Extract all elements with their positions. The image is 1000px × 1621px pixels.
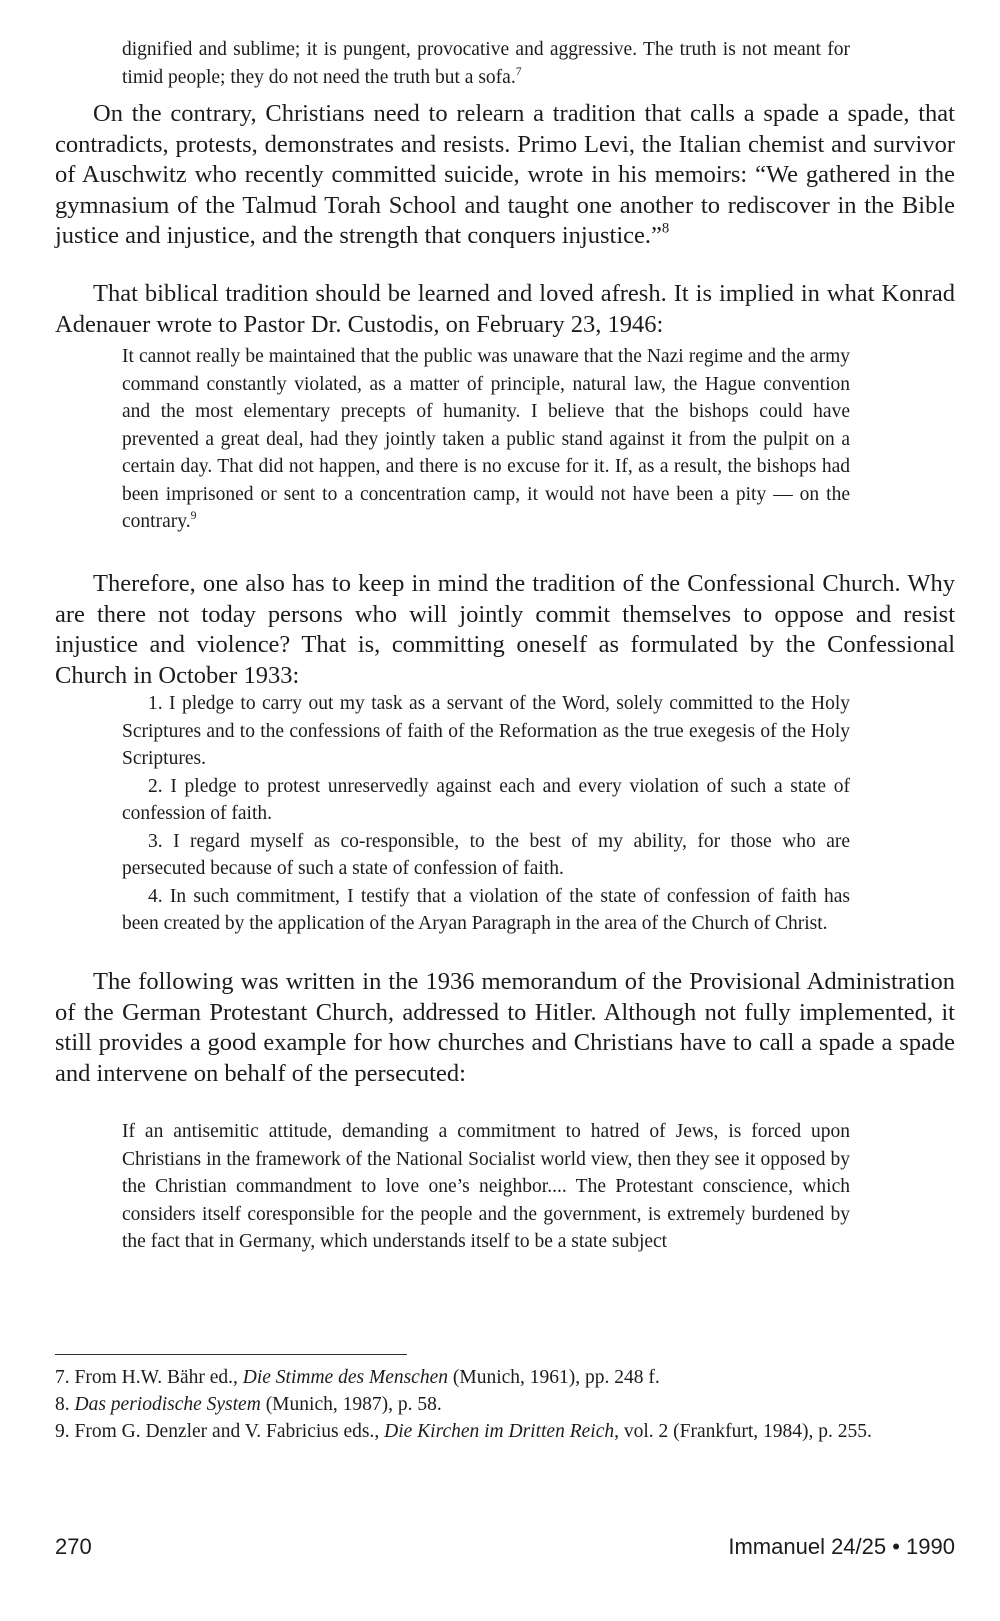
- footnotes: [55, 1364, 955, 1445]
- footnote-ref-8: 8: [661, 220, 670, 237]
- block-quote-memorandum-text: If an antisemitic attitude, demanding a commitment to hatred of Jews, is forced upon Christians in the framework of the National Socialist world view, then they see it opposed by the Christian commandment to love one’s neighbor.... The Protestant conscience, which considers itself coresponsible for the people and the government, is extremely burdened by the fact that in Germany, which understands itself to be a state subject: [122, 1121, 850, 1252]
- paragraph-primo-levi: [55, 99, 955, 252]
- paragraph-memorandum-intro: [55, 967, 955, 1089]
- block-quote-memorandum: [122, 1118, 850, 1256]
- pledge-list: [122, 690, 850, 938]
- paragraph-confessional-church-text: Therefore, one also has to keep in mind the tradition of the Confessional Church. Why are there not today persons who will jointly commit themselves to oppose and resist injustice and violence? That is, committing oneself as formulated by the Confessional Church in October 1933:: [55, 570, 955, 689]
- journal-reference: Immanuel 24/25 • 1990: [728, 1534, 955, 1559]
- pledge-item: 2. I pledge to protest unreservedly against each and every violation of such a state of confession of faith.: [122, 775, 850, 824]
- paragraph-confessional-church: [55, 569, 955, 691]
- footnote-ref-7: 7: [515, 64, 522, 78]
- paragraph-adenauer-intro: [55, 279, 955, 340]
- pledge-item: 3. I regard myself as co-responsible, to the best of my ability, for those who are persecuted because of such a state of confession of faith.: [122, 830, 850, 879]
- opening-quote-text: dignified and sublime; it is pungent, provocative and aggressive. The truth is not meant for timid people; they do not need the truth but a sofa.$^7$: [122, 39, 850, 88]
- page-number: 270: [55, 1534, 92, 1559]
- footnote-9: 9. From G. Denzler and V. Fabricius eds., Die Kirchen im Dritten Reich, vol. 2 (Frankfurt, 1984), p. 255.: [55, 1421, 872, 1442]
- footnote-ref-9: 9: [190, 508, 197, 522]
- footnote-8: 8. Das periodische System (Munich, 1987), p. 58.: [55, 1394, 442, 1415]
- paragraph-primo-levi-text: On the contrary, Christians need to relearn a tradition that calls a spade a spade, that contradicts, protests, demonstrates and resists. Primo Levi, the Italian chemist and survivor of Auschwitz who recently committed suicide, wrote in his memoirs: “We gathered in the gymnasium of the Talmud Torah School and taught one another to rediscover in the Bible justice and injustice, and the strength that conquers injustice.”$^8$: [55, 100, 955, 249]
- block-quote-adenauer: [122, 343, 850, 536]
- footnote-7: 7. From H.W. Bähr ed., Die Stimme des Menschen (Munich, 1961), pp. 248 f.: [55, 1367, 660, 1388]
- paragraph-adenauer-intro-text: That biblical tradition should be learned and loved afresh. It is implied in what Konrad Adenauer wrote to Pastor Dr. Custodis, on February 23, 1946:: [55, 280, 955, 338]
- opening-quote-continuation: [122, 36, 850, 91]
- pledge-item: 4. In such commitment, I testify that a violation of the state of confession of faith has been created by the application of the Aryan Paragraph in the area of the Church of Christ.: [122, 885, 850, 934]
- paragraph-memorandum-intro-text: The following was written in the 1936 memorandum of the Provisional Administration of the German Protestant Church, addressed to Hitler. Although not fully implemented, it still provides a good example for how churches and Christians have to call a spade a spade and intervene on behalf of the persecuted:: [55, 968, 955, 1087]
- block-quote-adenauer-text: It cannot really be maintained that the public was unaware that the Nazi regime and the army command constantly violated, as a matter of principle, natural law, the Hague convention and the most elementary precepts of humanity. I believe that the bishops could have prevented a great deal, had they jointly taken a public stand against it from the pulpit on a certain day. That did not happen, and there is no excuse for it. If, as a result, the bishops had been imprisoned or sent to a concentration camp, it would not have been a pity — on the contrary.$^9$: [122, 346, 850, 532]
- footnote-separator: [55, 1354, 407, 1355]
- pledge-item: 1. I pledge to carry out my task as a servant of the Word, solely committed to the Holy Scriptures and to the confessions of faith of the Reformation as the true exegesis of the Holy Scriptures.: [122, 693, 850, 769]
